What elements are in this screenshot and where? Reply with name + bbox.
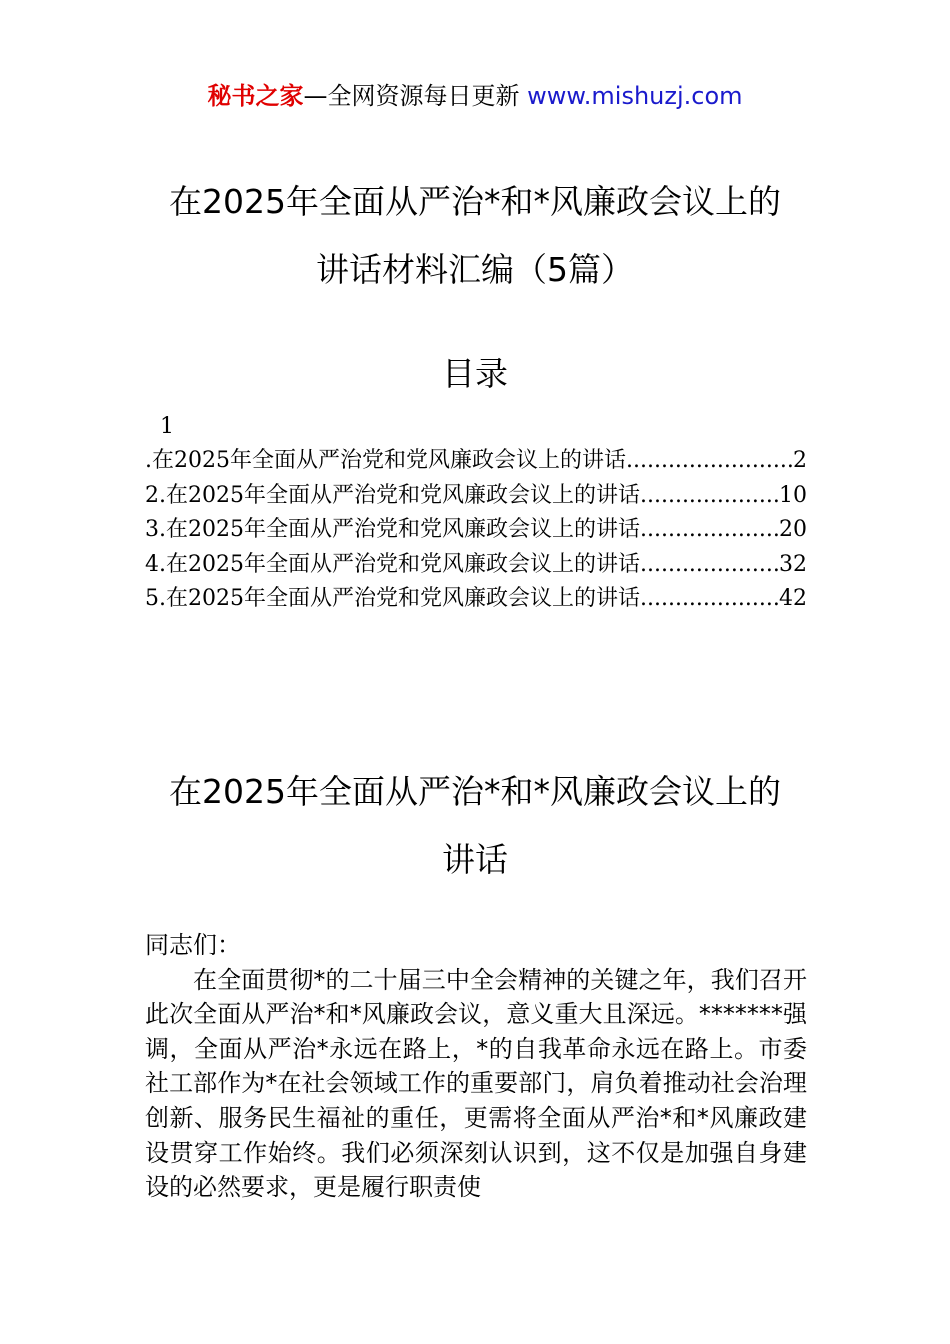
- speech-body: [145, 928, 807, 1205]
- site-header: [0, 80, 950, 112]
- toc-item[interactable]: [145, 479, 807, 514]
- site-brand: 秘书之家: [207, 82, 304, 110]
- toc-heading: 目录: [442, 354, 508, 393]
- toc-leader-dots: [640, 582, 779, 617]
- toc-item-label: 5.在2025年全面从严治党和党风廉政会议上的讲话: [145, 586, 640, 611]
- toc-item-page: 2: [793, 448, 807, 473]
- toc-leader-dots: [626, 444, 793, 479]
- table-of-contents: [145, 410, 807, 617]
- document-title-line-1: 在2025年全面从严治*和*风廉政会议上的: [169, 182, 781, 221]
- toc-item-page: 32: [779, 551, 807, 577]
- toc-item[interactable]: [145, 444, 807, 479]
- toc-item-page: 20: [779, 517, 807, 542]
- salutation: 同志们：: [145, 931, 241, 959]
- toc-item-label: 4.在2025年全面从严治党和党风廉政会议上的讲话: [145, 551, 640, 577]
- section-title-line-2: 讲话: [442, 840, 508, 879]
- toc-item-label: 2.在2025年全面从严治党和党风廉政会议上的讲话: [145, 482, 640, 508]
- toc-item-page: 10: [779, 482, 807, 508]
- toc-item[interactable]: [145, 582, 807, 617]
- body-paragraph: 在全面贯彻*的二十届三中全会精神的关键之年，我们召开此次全面从严治*和*风廉政会议，意义重大且深远。*******强调，全面从严治*永远在路上，*的自我革命永远在路上。市委社工部作为*在社会领域工作的重要部门，肩负着推动社会治理创新、服务民生福祉的重任，更需将全面从严治*和*风廉政建设贯穿工作始终。我们必须深刻认识到，这不仅是加强自身建设的必然要求，更是履行职责使: [145, 965, 807, 1202]
- toc-item[interactable]: [145, 513, 807, 548]
- toc-leader-dots: [640, 479, 779, 514]
- section-title-line-1: 在2025年全面从严治*和*风廉政会议上的: [169, 772, 781, 811]
- toc-item-page: 42: [779, 586, 807, 611]
- document-title-line-2: 讲话材料汇编（5篇）: [316, 250, 634, 289]
- toc-first-number: 1: [160, 414, 174, 439]
- toc-item-label: .在2025年全面从严治党和党风廉政会议上的讲话: [145, 448, 626, 473]
- toc-item-label: 3.在2025年全面从严治党和党风廉政会议上的讲话: [145, 517, 640, 542]
- toc-item[interactable]: [145, 548, 807, 583]
- site-url[interactable]: www.mishuzj.com: [527, 82, 743, 110]
- site-tagline: —全网资源每日更新: [303, 82, 528, 110]
- toc-leader-dots: [640, 513, 779, 548]
- toc-leader-dots: [640, 548, 779, 583]
